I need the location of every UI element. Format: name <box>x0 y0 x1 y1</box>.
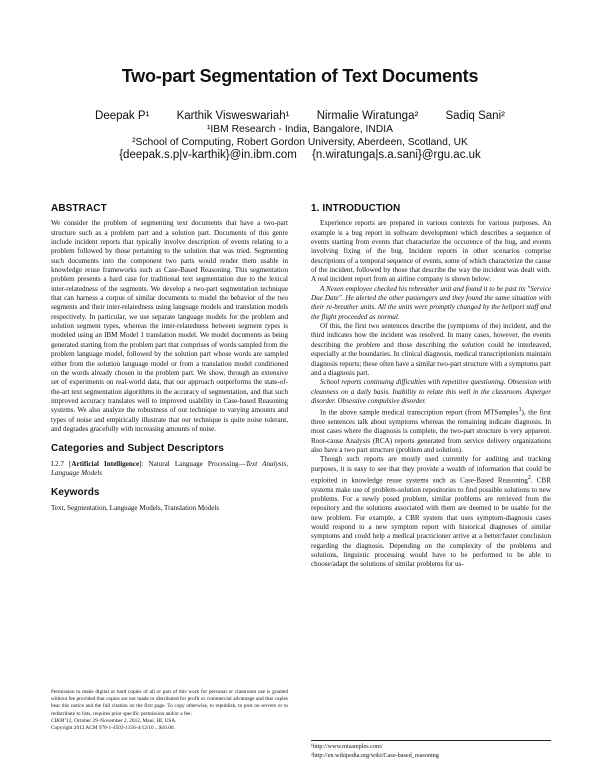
abstract-heading: ABSTRACT <box>51 203 107 214</box>
quote: A Nexen employee checked his rebreather unit and found it to be past its "Service Due Date". He alerted the other passengers and they found the same situation with their re-breather units. All the units were promptly changed by the heliport staff and the flight proceeded as normal. <box>311 284 551 321</box>
author-name: Deepak P¹ <box>95 110 150 122</box>
paragraph: In the above sample medical transcription report (from MTSamples$^1$), the first three sentences talk about symptoms whereas the remaining indicate diagnosis. In most cases where the diagnosis is complete, the two-part structure is very apparent. Root-cause Analysis (RCA) reports generated from service delivery organizations also have a two part structure (problem and solution). <box>311 407 552 454</box>
author-name: Karthik Visweswariah¹ <box>176 110 290 122</box>
author-name: Sadiq Sani² <box>445 110 505 122</box>
paragraph: Experience reports are prepared in various contexts for various purposes. An example is a bug report in software development which describes a sequence of events starting from events that characterize the occurence of the bug, and events involving fixing of the bug. Incident reports in other scenarios comprise descriptions of a temporal sequence of events, some of which characterize the cause of the incident, followed by those that describe the way the incident was dealt with. A real incident report from an airline company is shown below: <box>311 219 551 284</box>
categories-heading: Categories and Subject Descriptors <box>51 443 224 455</box>
footnote: ¹http://www.mtsamples.com/ <box>311 743 383 750</box>
introduction-heading: 1. INTRODUCTION <box>311 203 401 214</box>
quote: School reports continuing difficulties with repetitive questioning. Obsession with cleanness on a daily basis. Inability to relate this well in the classroom. Asperger disorder. Obsessive compulsive disorder. <box>311 378 551 405</box>
email: {n.wiratunga|s.a.sani}@rgu.ac.uk <box>312 149 481 161</box>
paragraph: Though such reports are mostly used currently for auditing and tracking purposes, it is easy to see that they provide a wealth of information that could be exploited in knowledge reuse systems such as Case-Based Reasoning$^2$. CBR systems make use of problem-solution repositories to find possible solutions to new problems. For a newly posed problem, similar problems are retrieved from the repository and the solutions associated with them are deemed to be usable for the new problem. For example, a CBR system that uses symptom-diagnosis cases would respond to a new symptom report with historical diagnoses of similar symptoms and could help a medical practicioner arrive at a better/faster conclusion regarding the diagnosis. Depending on the complexity of the problems and solutions, linguistic processing would have to be performed to be able to choose/adapt the solutions of similar problems for us- <box>311 455 551 569</box>
left-column <box>51 204 288 513</box>
footnote: ²http://en.wikipedia.org/wiki/Case-based_reasoning <box>311 751 439 759</box>
email: {deepak.s.p|v-karthik}@in.ibm.com <box>119 149 297 161</box>
keywords-heading: Keywords <box>51 487 100 499</box>
footnotes <box>311 740 551 760</box>
author-names <box>0 110 600 123</box>
author-emails <box>0 149 600 162</box>
categories-text: I.2.7 [Artificial Intelligence]: Natural Language Processing—Text Analysis, Language Models <box>51 459 288 477</box>
abstract-text: We consider the problem of segmenting text documents that have a two-part structure such as a problem part and a solution part. Documents of this genre include incident reports that typically involve description of events relating to a problem followed by those pertaining to the solution that was tried. Segmenting such documents into the component two parts would render them usable in knowledge reuse frameworks such as Case-Based Reasoning. This segmentation problem presents a hard case for traditional text segmentation due to the lexical inter-relatedness of the segments. We develop a two-part segmentation technique that can harness a corpus of similar documents to model the behavior of the two segments and their inter-relatedness using language models and translation models respectively. In particular, we use separate language models for the problem and solution segment types, whereas the inter-relatedness between segment types is modeled using an IBM Model 1 translation model. We model documents as being generated starting from the problem part that comprises of words sampled from the problem language model, followed by the solution part whose words are sampled either from the solution language model or from a translation model conditioned on the words already chosen in the problem part. We show, through an extensive set of experiments on real-world data, that our approach outperforms the state-of-the-art text segmentation algorithms in the accuracy of segmentation, and that such improved accuracy translates well to improved usability in Case-based Reasoning systems. We also analyze the robustness of our technique to varying amounts and types of noise and empirically illustrate that our technique is quite noise tolerant, and degrades gracefully with increasing amounts of noise. <box>51 219 288 433</box>
right-column <box>311 204 551 570</box>
copyright-notice: Permission to make digital or hard copies of all or part of this work for personal or classroom use is granted without fee provided that copies are not made or distributed for profit or commercial advantage and that copies bear this notice and the full citation on the first page. To copy otherwise, to republish, to post on servers or to redistribute to lists, requires prior specific permission and/or a fee. CIKM’12, October 29–November 2, 2012, Maui, HI, USA. Copyright 2012 ACM 978-1-4503-1156-4/12/10 ...$10.00. <box>51 689 288 732</box>
keywords-text: Text, Segmentation, Language Models, Translation Models <box>51 503 220 512</box>
paper-title: Two-part Segmentation of Text Documents <box>121 66 479 86</box>
affiliation: ¹IBM Research - India, Bangalore, INDIA <box>207 124 393 135</box>
author-block <box>0 110 600 162</box>
paragraph: Of this, the first two sentences describe the (symptoms of the) incident, and the third indicates how the incident was resolved. In many cases, however, the events describing the problem and those describing the solution could be interleaved, especially at the boundaries. In clinical diagnosis, medical transcriptionists maintain diagnosis reports; these often have a similar two-part structure with a symptoms part and a diagnosis part. <box>311 322 551 377</box>
author-name: Nirmalie Wiratunga² <box>316 110 419 122</box>
affiliation: ²School of Computing, Robert Gordon University, Aberdeen, Scotland, UK <box>132 137 468 148</box>
